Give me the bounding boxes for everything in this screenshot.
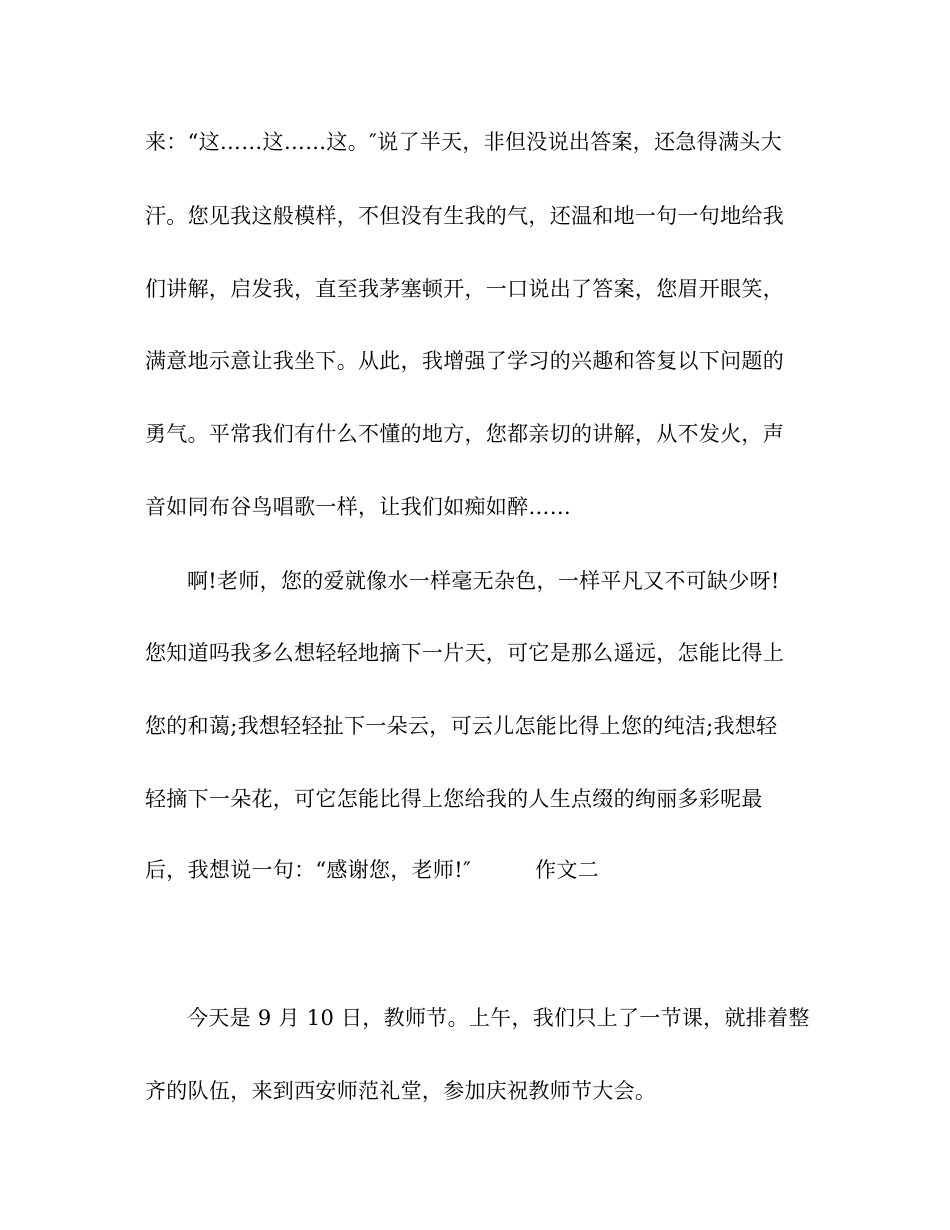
text-line: 勇气。平常我们有什么不懂的地方，您都亲切的讲解，从不发火，声 [145,422,784,446]
text-line: 轻摘下一朵花，可它怎能比得上您给我的人生点缀的绚丽多彩呢最 [145,787,763,811]
text-line: 音如同布谷鸟唱歌一样，让我们如痴如醉…… [145,495,571,519]
text-line: 们讲解，启发我，直至我茅塞顿开，一口说出了答案，您眉开眼笑， [145,277,784,301]
text-line: 啊!老师，您的爱就像水一样毫无杂色，一样平凡又不可缺少呀! [187,569,780,593]
text-line: 您的和蔼;我想轻轻扯下一朵云，可云儿怎能比得上您的纯洁;我想轻 [145,714,778,738]
text-line: 您知道吗我多么想轻轻地摘下一片天，可它是那么遥远，怎能比得上 [145,641,784,665]
text-line: 后，我想说一句：“感谢您，老师!″ 作文二 [145,858,599,882]
text-line: 齐的队伍，来到西安师范礼堂，参加庆祝教师节大会。 [145,1079,657,1103]
text-line: 汗。您见我这般模样，不但没有生我的气，还温和地一句一句地给我 [145,204,784,228]
text-line: 今天是 9 月 10 日，教师节。上午，我们只上了一节课，就排着整 [187,1006,810,1030]
text-line: 满意地示意让我坐下。从此，我增强了学习的兴趣和答复以下问题的 [145,349,784,373]
text-line: 来：“这……这……这。″说了半天，非但没说出答案，还急得满头大 [145,130,782,154]
